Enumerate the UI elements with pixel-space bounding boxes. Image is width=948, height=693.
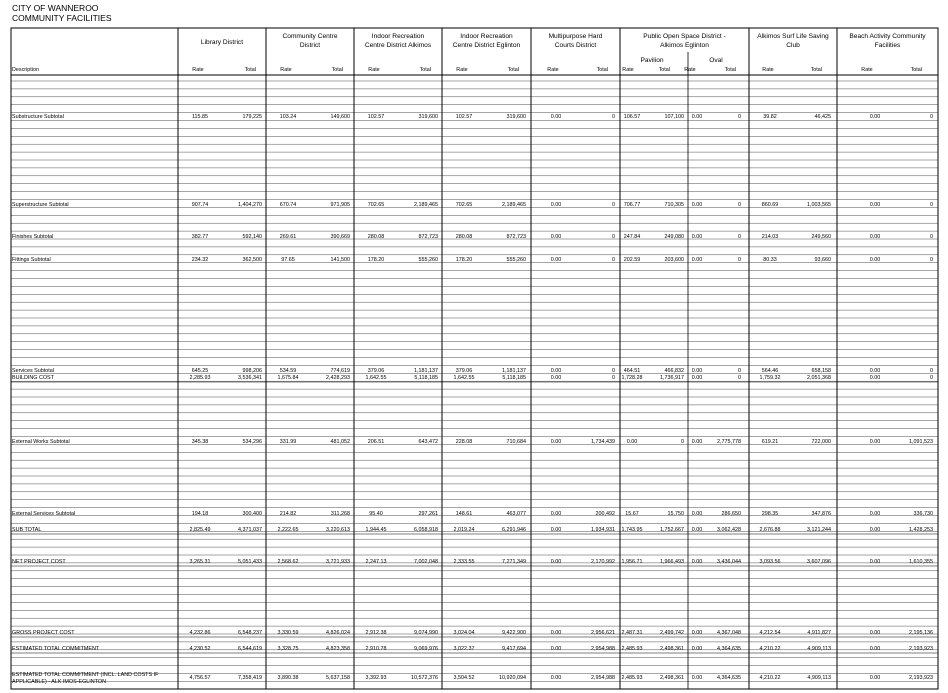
total-value: 2,189,465 bbox=[414, 202, 438, 208]
rate-value: 1,642.55 bbox=[453, 375, 475, 381]
rate-value: 2,487.31 bbox=[621, 630, 643, 636]
row-label: ESTIMATED TOTAL COMMITMENT (INCL. LAND COSTS IF bbox=[12, 672, 159, 678]
total-value: 107,100 bbox=[664, 114, 684, 120]
column-header-title: Courts District bbox=[554, 42, 597, 49]
row-label: Finishes Subtotal bbox=[12, 234, 54, 240]
column-header-title: Library District bbox=[200, 39, 244, 46]
total-value: 643,472 bbox=[418, 439, 438, 445]
column-header-title: Indoor Recreation bbox=[371, 33, 425, 40]
rate-value: 202.59 bbox=[623, 257, 641, 263]
rate-value: 103.24 bbox=[279, 114, 297, 120]
total-header: Total bbox=[507, 67, 519, 73]
pavilion-subheader: Pavilion bbox=[640, 57, 664, 64]
column-header-title: Facilities bbox=[874, 42, 901, 49]
rate-value: 0.00 bbox=[691, 675, 703, 681]
total-value: 311,268 bbox=[330, 511, 350, 517]
rate-value: 2,485.93 bbox=[621, 646, 643, 652]
total-value: 7,271,349 bbox=[502, 559, 526, 565]
total-value: 534,296 bbox=[242, 439, 262, 445]
rate-header: Rate bbox=[622, 67, 634, 73]
total-value: 3,220,613 bbox=[326, 527, 350, 533]
total-value: 2,170,992 bbox=[591, 559, 615, 565]
rate-value: 3,504.52 bbox=[453, 675, 475, 681]
total-value: 93,660 bbox=[814, 257, 831, 263]
rate-value: 0.00 bbox=[691, 527, 703, 533]
rate-value: 2,912.38 bbox=[365, 630, 387, 636]
column-header-title: Beach Activity Community bbox=[849, 33, 926, 40]
rate-value: 0.00 bbox=[869, 202, 881, 208]
rate-value: 2,333.55 bbox=[453, 559, 475, 565]
rate-value: 0.00 bbox=[869, 234, 881, 240]
total-value: 362,500 bbox=[242, 257, 262, 263]
rate-value: 1,728.28 bbox=[621, 375, 643, 381]
total-value: 6,291,946 bbox=[502, 527, 526, 533]
total-value: 2,428,293 bbox=[326, 375, 350, 381]
total-value: 10,920,094 bbox=[499, 675, 526, 681]
rate-value: 106.57 bbox=[623, 114, 641, 120]
total-value: 0 bbox=[681, 439, 684, 445]
total-value: 2,954,988 bbox=[591, 675, 615, 681]
rate-header: Rate bbox=[861, 67, 873, 73]
total-value: 0 bbox=[738, 202, 741, 208]
rate-value: 234.32 bbox=[191, 257, 209, 263]
total-value: 0 bbox=[612, 114, 615, 120]
total-value: 1,736,917 bbox=[660, 375, 684, 381]
total-value: 9,074,990 bbox=[414, 630, 438, 636]
rate-value: 214.82 bbox=[279, 511, 297, 517]
total-value: 7,358,419 bbox=[238, 675, 262, 681]
title-line-1: CITY OF WANNEROO bbox=[12, 3, 99, 13]
total-value: 5,118,185 bbox=[414, 375, 438, 381]
rate-value: 2,247.13 bbox=[365, 559, 387, 565]
total-value: 1,428,253 bbox=[909, 527, 933, 533]
total-value: 10,572,376 bbox=[411, 675, 438, 681]
total-value: 2,498,361 bbox=[660, 646, 684, 652]
total-value: 46,425 bbox=[814, 114, 831, 120]
total-value: 15,750 bbox=[667, 511, 684, 517]
rate-value: 0.00 bbox=[550, 368, 562, 374]
total-value: 1,404,270 bbox=[238, 202, 262, 208]
rate-value: 0.00 bbox=[691, 234, 703, 240]
total-value: 390,669 bbox=[330, 234, 350, 240]
total-value: 4,823,358 bbox=[326, 646, 350, 652]
table-frame bbox=[11, 28, 938, 689]
rate-value: 1,759.32 bbox=[759, 375, 781, 381]
rate-value: 2,019.24 bbox=[453, 527, 475, 533]
rate-value: 0.00 bbox=[869, 114, 881, 120]
rate-value: 3,093.56 bbox=[759, 559, 781, 565]
total-value: 0 bbox=[930, 202, 933, 208]
rate-value: 2,676.88 bbox=[759, 527, 781, 533]
total-header: Total bbox=[596, 67, 608, 73]
rate-value: 194.18 bbox=[191, 511, 209, 517]
total-value: 3,121,244 bbox=[807, 527, 831, 533]
rate-value: 564.46 bbox=[761, 368, 779, 374]
rate-value: 345.38 bbox=[191, 439, 209, 445]
rate-value: 1,956.71 bbox=[621, 559, 643, 565]
total-value: 4,909,113 bbox=[807, 646, 831, 652]
rate-value: 298.35 bbox=[761, 511, 779, 517]
row-label: NET PROJECT COST bbox=[12, 559, 66, 565]
total-value: 319,600 bbox=[506, 114, 526, 120]
rate-value: 3,328.75 bbox=[277, 646, 299, 652]
rate-value: 4,210.22 bbox=[759, 646, 781, 652]
rate-value: 15.67 bbox=[625, 511, 639, 517]
total-value: 3,436,044 bbox=[717, 559, 741, 565]
rate-value: 80.33 bbox=[763, 257, 777, 263]
rate-value: 178.20 bbox=[455, 257, 473, 263]
rate-value: 4,756.57 bbox=[189, 675, 211, 681]
total-value: 4,371,037 bbox=[238, 527, 262, 533]
rate-value: 115.85 bbox=[191, 114, 209, 120]
total-value: 1,752,667 bbox=[660, 527, 684, 533]
rate-value: 1,743.95 bbox=[621, 527, 643, 533]
rate-value: 706.77 bbox=[623, 202, 641, 208]
rate-value: 702.65 bbox=[455, 202, 473, 208]
rate-value: 0.00 bbox=[869, 559, 881, 565]
rate-value: 379.06 bbox=[455, 368, 473, 374]
oval-subheader: Oval bbox=[709, 57, 723, 64]
total-value: 2,954,988 bbox=[591, 646, 615, 652]
description-header: Description bbox=[12, 67, 39, 73]
total-value: 0 bbox=[930, 368, 933, 374]
rate-value: 269.61 bbox=[279, 234, 297, 240]
row-label: Superstructure Subtotal bbox=[12, 202, 69, 208]
rate-value: 3,330.59 bbox=[277, 630, 299, 636]
rate-value: 3,890.38 bbox=[277, 675, 299, 681]
total-value: 0 bbox=[738, 368, 741, 374]
column-header-title: Indoor Recreation bbox=[460, 33, 513, 40]
rate-value: 0.00 bbox=[550, 630, 562, 636]
total-value: 998,206 bbox=[242, 368, 262, 374]
column-header-title: Community Centre bbox=[282, 33, 338, 40]
total-value: 149,600 bbox=[330, 114, 350, 120]
total-value: 4,364,635 bbox=[717, 646, 741, 652]
rate-value: 0.00 bbox=[691, 559, 703, 565]
rate-header: Rate bbox=[456, 67, 468, 73]
rate-value: 102.57 bbox=[455, 114, 473, 120]
rate-value: 619.21 bbox=[761, 439, 779, 445]
rate-value: 0.00 bbox=[626, 439, 638, 445]
total-value: 2,195,136 bbox=[909, 630, 933, 636]
total-value: 0 bbox=[738, 234, 741, 240]
rate-value: 0.00 bbox=[869, 630, 881, 636]
total-value: 5,118,185 bbox=[502, 375, 526, 381]
rate-value: 670.74 bbox=[279, 202, 297, 208]
total-value: 0 bbox=[930, 257, 933, 263]
total-header: Total bbox=[419, 67, 431, 73]
rate-value: 0.00 bbox=[550, 257, 562, 263]
column-header-title: Club bbox=[786, 42, 800, 49]
row-label: Substructure Subtotal bbox=[12, 114, 64, 120]
rate-value: 0.00 bbox=[550, 202, 562, 208]
total-value: 722,000 bbox=[811, 439, 831, 445]
rate-value: 228.08 bbox=[455, 439, 473, 445]
row-label: SUB TOTAL bbox=[12, 527, 42, 533]
row-label: ESTIMATED TOTAL COMMITMENT bbox=[12, 646, 100, 652]
rate-value: 3,024.04 bbox=[453, 630, 475, 636]
rate-value: 860.69 bbox=[761, 202, 779, 208]
total-value: 249,080 bbox=[664, 234, 684, 240]
rate-value: 0.00 bbox=[691, 646, 703, 652]
rate-value: 907.74 bbox=[191, 202, 209, 208]
rate-value: 2,222.65 bbox=[277, 527, 299, 533]
rate-value: 0.00 bbox=[869, 439, 881, 445]
rate-value: 178.20 bbox=[367, 257, 385, 263]
total-value: 3,607,096 bbox=[807, 559, 831, 565]
rate-value: 3,392.93 bbox=[365, 675, 387, 681]
total-value: 0 bbox=[612, 257, 615, 263]
total-value: 658,158 bbox=[811, 368, 831, 374]
rate-value: 0.00 bbox=[869, 527, 881, 533]
total-value: 3,062,428 bbox=[717, 527, 741, 533]
rate-value: 280.08 bbox=[455, 234, 473, 240]
total-value: 0 bbox=[612, 234, 615, 240]
row-label: External Services Subtotal bbox=[12, 511, 76, 517]
rate-value: 0.00 bbox=[550, 375, 562, 381]
rate-value: 0.00 bbox=[550, 114, 562, 120]
total-value: 203,600 bbox=[664, 257, 684, 263]
total-value: 3,721,933 bbox=[326, 559, 350, 565]
total-value: 7,002,048 bbox=[414, 559, 438, 565]
rate-value: 0.00 bbox=[869, 675, 881, 681]
rate-value: 148.61 bbox=[455, 511, 473, 517]
total-value: 774,619 bbox=[330, 368, 350, 374]
row-label-continued: APPLICABLE) - ALK IMOS-EGLINTON bbox=[12, 679, 106, 685]
column-header-title: Multipurpose Hard bbox=[548, 33, 603, 40]
total-header: Total bbox=[724, 67, 736, 73]
total-value: 3,536,341 bbox=[238, 375, 262, 381]
total-value: 555,260 bbox=[506, 257, 526, 263]
total-value: 4,911,827 bbox=[807, 630, 831, 636]
total-value: 481,052 bbox=[330, 439, 350, 445]
total-value: 319,600 bbox=[418, 114, 438, 120]
total-value: 0 bbox=[612, 368, 615, 374]
total-value: 1,966,493 bbox=[660, 559, 684, 565]
rate-value: 0.00 bbox=[550, 527, 562, 533]
total-value: 6,544,619 bbox=[238, 646, 262, 652]
rate-value: 2,285.93 bbox=[189, 375, 211, 381]
rate-value: 0.00 bbox=[691, 202, 703, 208]
rate-value: 0.00 bbox=[691, 257, 703, 263]
total-value: 6,548,237 bbox=[238, 630, 262, 636]
rate-value: 1,944.45 bbox=[365, 527, 387, 533]
rate-value: 214.03 bbox=[761, 234, 779, 240]
rate-header: Rate bbox=[684, 67, 696, 73]
title-line-2: COMMUNITY FACILITIES bbox=[12, 13, 112, 23]
rate-value: 0.00 bbox=[550, 646, 562, 652]
column-header-title: Alkimos Eglinton bbox=[660, 42, 709, 49]
rate-value: 247.84 bbox=[623, 234, 641, 240]
total-value: 1,091,523 bbox=[909, 439, 933, 445]
total-header: Total bbox=[658, 67, 670, 73]
rate-value: 0.00 bbox=[691, 368, 703, 374]
row-label: BUILDING COST bbox=[12, 375, 54, 381]
total-value: 1,934,931 bbox=[591, 527, 615, 533]
rate-value: 4,232.86 bbox=[189, 630, 211, 636]
total-value: 4,909,113 bbox=[807, 675, 831, 681]
rate-value: 0.00 bbox=[550, 511, 562, 517]
rate-value: 3,022.37 bbox=[453, 646, 475, 652]
column-header-title: District bbox=[299, 42, 321, 49]
total-value: 463,077 bbox=[506, 511, 526, 517]
total-value: 2,498,361 bbox=[660, 675, 684, 681]
total-value: 0 bbox=[930, 375, 933, 381]
rate-value: 1,675.84 bbox=[277, 375, 299, 381]
rate-value: 102.57 bbox=[367, 114, 385, 120]
total-value: 141,500 bbox=[330, 257, 350, 263]
total-value: 179,225 bbox=[242, 114, 262, 120]
rate-value: 2,568.62 bbox=[277, 559, 299, 565]
total-header: Total bbox=[331, 67, 343, 73]
rate-value: 0.00 bbox=[869, 375, 881, 381]
total-value: 2,189,465 bbox=[502, 202, 526, 208]
total-value: 0 bbox=[738, 257, 741, 263]
total-value: 2,051,368 bbox=[807, 375, 831, 381]
rate-value: 39.82 bbox=[763, 114, 777, 120]
total-value: 872,723 bbox=[506, 234, 526, 240]
rate-value: 0.00 bbox=[691, 114, 703, 120]
rate-value: 4,230.52 bbox=[189, 646, 211, 652]
total-value: 300,400 bbox=[242, 511, 262, 517]
column-header-title: Public Open Space District - bbox=[643, 33, 726, 40]
rate-header: Rate bbox=[762, 67, 774, 73]
total-value: 2,193,923 bbox=[909, 646, 933, 652]
total-value: 0 bbox=[738, 375, 741, 381]
rate-value: 0.00 bbox=[691, 439, 703, 445]
total-value: 872,723 bbox=[418, 234, 438, 240]
total-value: 0 bbox=[612, 202, 615, 208]
rate-header: Rate bbox=[280, 67, 292, 73]
total-value: 710,305 bbox=[664, 202, 684, 208]
total-value: 1,003,565 bbox=[807, 202, 831, 208]
rate-value: 4,210.22 bbox=[759, 675, 781, 681]
total-value: 200,492 bbox=[595, 511, 615, 517]
total-header: Total bbox=[810, 67, 822, 73]
total-value: 347,876 bbox=[811, 511, 831, 517]
total-value: 336,730 bbox=[913, 511, 933, 517]
total-value: 466,832 bbox=[664, 368, 684, 374]
rate-value: 0.00 bbox=[550, 234, 562, 240]
rate-value: 382.77 bbox=[191, 234, 209, 240]
total-header: Total bbox=[910, 67, 922, 73]
total-value: 1,181,137 bbox=[502, 368, 526, 374]
total-value: 592,140 bbox=[242, 234, 262, 240]
rate-value: 2,485.93 bbox=[621, 675, 643, 681]
total-value: 297,261 bbox=[418, 511, 438, 517]
total-value: 9,417,694 bbox=[502, 646, 526, 652]
rate-header: Rate bbox=[192, 67, 204, 73]
total-value: 5,637,158 bbox=[326, 675, 350, 681]
column-header-title: Centre District Eglinton bbox=[452, 42, 521, 49]
total-header: Total bbox=[244, 67, 256, 73]
rate-value: 0.00 bbox=[550, 675, 562, 681]
rate-value: 702.65 bbox=[367, 202, 385, 208]
row-label: Services Subtotal bbox=[12, 368, 54, 374]
total-value: 0 bbox=[612, 375, 615, 381]
rate-value: 0.00 bbox=[869, 646, 881, 652]
rate-value: 379.06 bbox=[367, 368, 385, 374]
rate-value: 280.08 bbox=[367, 234, 385, 240]
column-header-title: Alkimos Surf Life Saving bbox=[757, 33, 829, 40]
rate-value: 0.00 bbox=[869, 511, 881, 517]
total-value: 2,193,923 bbox=[909, 675, 933, 681]
rate-value: 206.51 bbox=[367, 439, 385, 445]
total-value: 0 bbox=[930, 234, 933, 240]
row-label: Fittings Subtotal bbox=[12, 257, 51, 263]
rate-value: 0.00 bbox=[550, 559, 562, 565]
rate-value: 0.00 bbox=[869, 368, 881, 374]
rate-value: 534.59 bbox=[279, 368, 297, 374]
rate-value: 4,212.54 bbox=[759, 630, 781, 636]
rate-value: 0.00 bbox=[691, 630, 703, 636]
row-label: GROSS PROJECT COST bbox=[12, 630, 75, 636]
total-value: 2,956,621 bbox=[591, 630, 615, 636]
rate-value: 331.99 bbox=[279, 439, 297, 445]
total-value: 286,650 bbox=[721, 511, 741, 517]
rate-value: 0.00 bbox=[550, 439, 562, 445]
rate-header: Rate bbox=[368, 67, 380, 73]
rate-value: 0.00 bbox=[869, 257, 881, 263]
total-value: 0 bbox=[738, 114, 741, 120]
total-value: 6,058,918 bbox=[414, 527, 438, 533]
rate-value: 464.51 bbox=[623, 368, 641, 374]
row-label: External Works Subtotal bbox=[12, 439, 70, 445]
total-value: 4,826,024 bbox=[326, 630, 350, 636]
total-value: 2,775,778 bbox=[717, 439, 741, 445]
rate-header: Rate bbox=[547, 67, 559, 73]
total-value: 971,905 bbox=[330, 202, 350, 208]
total-value: 2,499,742 bbox=[660, 630, 684, 636]
total-value: 9,422,900 bbox=[502, 630, 526, 636]
total-value: 1,734,439 bbox=[591, 439, 615, 445]
total-value: 5,051,433 bbox=[238, 559, 262, 565]
rate-value: 0.00 bbox=[691, 375, 703, 381]
rate-value: 645.25 bbox=[191, 368, 209, 374]
total-value: 710,684 bbox=[506, 439, 526, 445]
total-value: 9,069,976 bbox=[414, 646, 438, 652]
rate-value: 0.00 bbox=[691, 511, 703, 517]
rate-value: 1,642.55 bbox=[365, 375, 387, 381]
rate-value: 97.65 bbox=[281, 257, 295, 263]
rate-value: 3,265.31 bbox=[189, 559, 211, 565]
total-value: 249,560 bbox=[811, 234, 831, 240]
total-value: 4,367,048 bbox=[717, 630, 741, 636]
total-value: 4,364,635 bbox=[717, 675, 741, 681]
total-value: 1,181,137 bbox=[414, 368, 438, 374]
total-value: 1,610,355 bbox=[909, 559, 933, 565]
total-value: 555,260 bbox=[418, 257, 438, 263]
total-value: 0 bbox=[930, 114, 933, 120]
column-header-title: Centre District Alkimos bbox=[364, 42, 432, 49]
rate-value: 95.40 bbox=[369, 511, 383, 517]
rate-value: 2,910.78 bbox=[365, 646, 387, 652]
rate-value: 2,825.49 bbox=[189, 527, 211, 533]
